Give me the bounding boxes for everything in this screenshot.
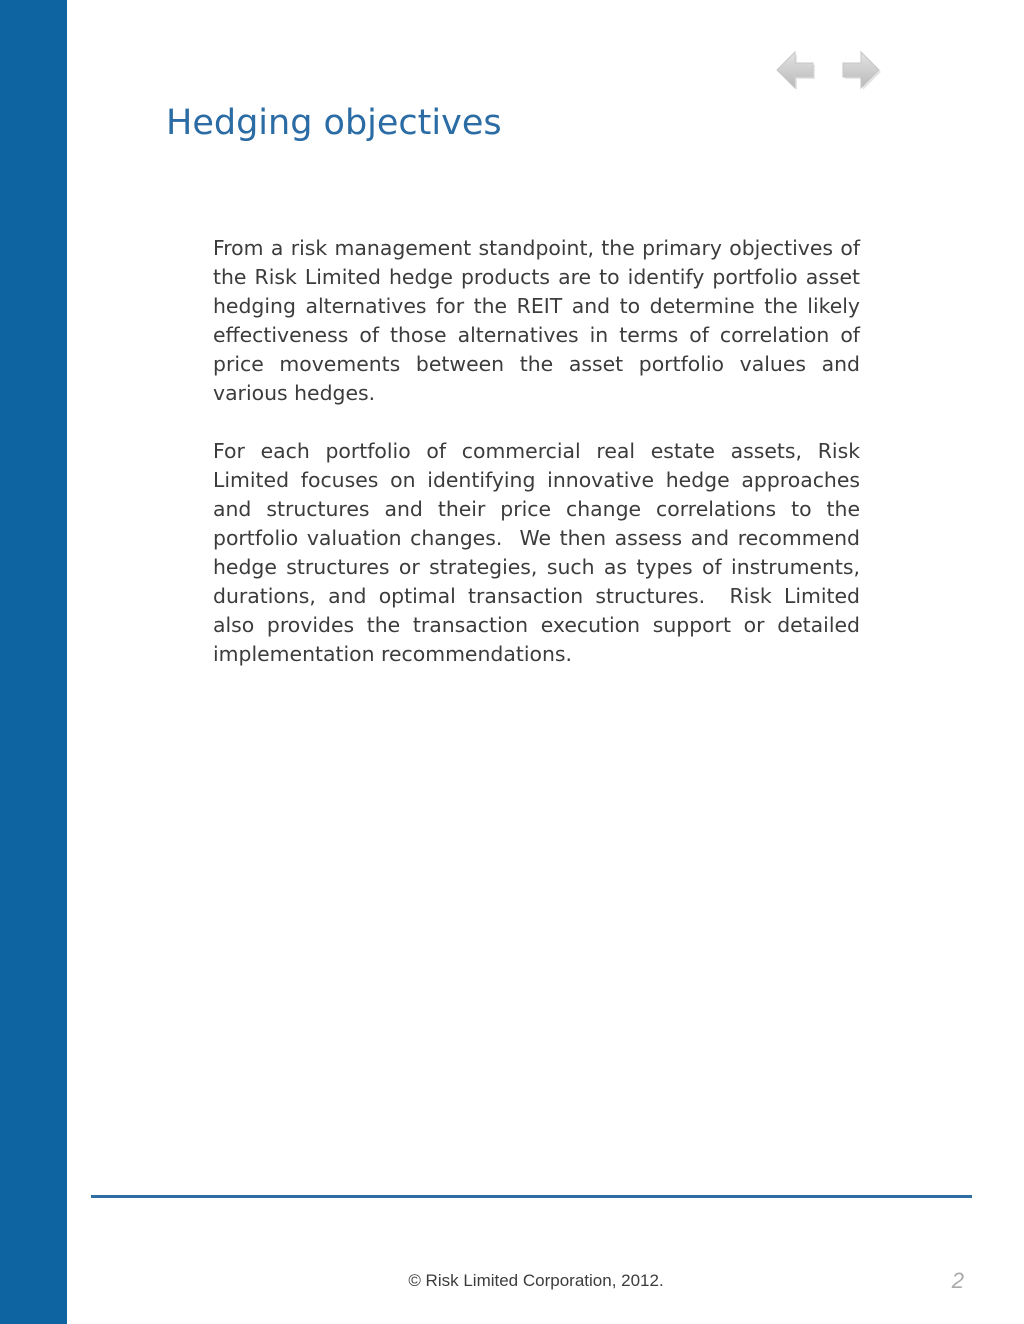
previous-page-button[interactable] (774, 48, 818, 92)
left-color-band (0, 0, 67, 1324)
page-navigation (774, 48, 884, 96)
footer-divider (91, 1195, 972, 1198)
body-text (213, 234, 860, 698)
next-page-button[interactable] (838, 48, 882, 92)
paragraph-objectives: From a risk management standpoint, the primary objectives of the Risk Limited hedge products are to identify portfolio asset hedging alternatives for the REIT and to determine the likely effectiveness of those alternatives in terms of correlation of price movements between the asset portfolio values and various hedges. (213, 236, 860, 405)
arrow-right-icon (838, 48, 882, 92)
page-title: Hedging objectives (166, 103, 502, 143)
paragraph-approach: For each portfolio of commercial real estate assets, Risk Limited focuses on identifying innovative hedge approaches and structures and their price change correlations to the portfolio valuation changes. We then assess and recommend hedge structures or strategies, such as types of instruments, durations, and optimal transaction structures. Risk Limited also provides the transaction execution support or detailed implementation recommendations. (213, 439, 860, 666)
arrow-left-icon (774, 48, 818, 92)
page-number: 2 (951, 1268, 964, 1293)
footer-copyright: © Risk Limited Corporation, 2012. (408, 1271, 664, 1290)
